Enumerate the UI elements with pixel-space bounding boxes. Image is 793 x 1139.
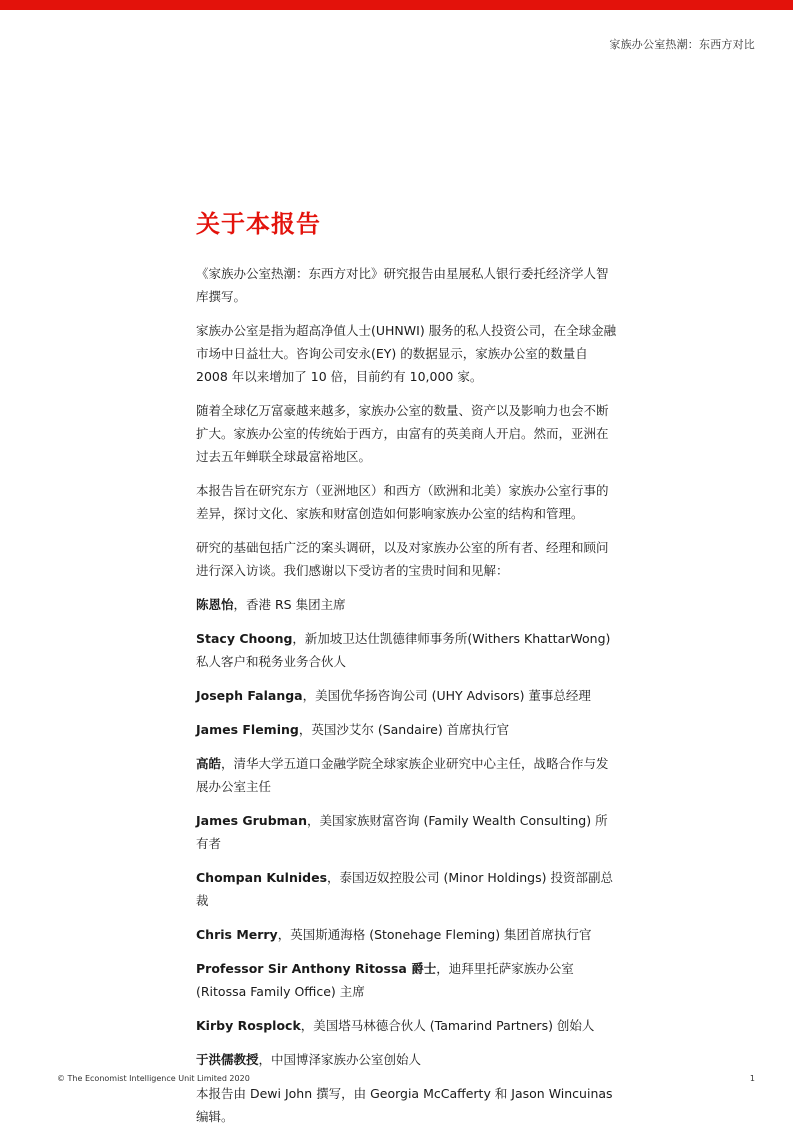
closing-credits: 本报告由 Dewi John 撰写，由 Georgia McCafferty 和 Jason Wincuinas 编辑。 <box>196 1086 613 1124</box>
interviewee-description: ，美国家族财富咨询 (Family Wealth Consulting) 所有者 <box>196 813 608 851</box>
interviewee-description: ，英国斯通海格 (Stonehage Fleming) 集团首席执行官 <box>277 927 592 942</box>
interviewee-entry <box>196 718 620 741</box>
interviewee-entry <box>196 752 620 798</box>
interviewee-description: ，英国沙艾尔 (Sandaire) 首席执行官 <box>298 722 510 737</box>
interviewee-description: ，新加坡卫达仕凯德律师事务所(Withers KhattarWong) 私人客户和税务业务合伙人 <box>196 631 611 669</box>
intro-paragraph: 研究的基础包括广泛的案头调研，以及对家族办公室的所有者、经理和顾问进行深入访谈。我们感谢以下受访者的宝贵时间和见解： <box>196 540 609 578</box>
page-title: 关于本报告 <box>196 210 321 238</box>
interviewee-entry <box>196 593 620 616</box>
interviewee-name: Stacy Choong <box>196 631 293 646</box>
interviewee-name: Kirby Rosplock <box>196 1018 301 1033</box>
interviewee-description: ，中国博泽家族办公室创始人 <box>258 1052 422 1067</box>
interviewee-entry <box>196 809 620 855</box>
interviewee-name: Professor Sir Anthony Ritossa 爵士 <box>196 961 437 976</box>
interviewee-description: ，迪拜里托萨家族办公室 (Ritossa Family Office) 主席 <box>196 961 574 999</box>
interviewee-description: ，美国优华扬咨询公司 (UHY Advisors) 董事总经理 <box>302 688 591 703</box>
intro-paragraph: 家族办公室是指为超高净值人士(UHNWI) 服务的私人投资公司，在全球金融市场中日益壮大。咨询公司安永(EY) 的数据显示，家族办公室的数量自 2008 年以来增加了 10 倍，目前约有 10,000 家。 <box>196 323 617 384</box>
interviewee-name: Chris Merry <box>196 927 278 942</box>
interviewee-entry <box>196 923 620 946</box>
interviewee-name: 高皓 <box>196 756 222 771</box>
interviewee-description: ，清华大学五道口金融学院全球家族企业研究中心主任，战略合作与发展办公室主任 <box>196 756 609 794</box>
interviewee-name: Joseph Falanga <box>196 688 303 703</box>
interviewee-entry <box>196 866 620 912</box>
intro-paragraph: 《家族办公室热潮：东西方对比》研究报告由星展私人银行委托经济学人智库撰写。 <box>196 266 609 304</box>
interviewee-entry <box>196 627 620 673</box>
interviewee-name: 于洪儒教授 <box>196 1052 259 1067</box>
interviewee-name: James Fleming <box>196 722 299 737</box>
interviewee-description: ，美国塔马林德合伙人 (Tamarind Partners) 创始人 <box>300 1018 595 1033</box>
page-number: 1 <box>749 1074 755 1083</box>
intro-paragraph: 本报告旨在研究东方（亚洲地区）和西方（欧洲和北美）家族办公室行事的差异，探讨文化、家族和财富创造如何影响家族办公室的结构和管理。 <box>196 483 609 521</box>
interviewee-description: ，香港 RS 集团主席 <box>233 597 346 612</box>
interviewee-description: ，泰国迈奴控股公司 (Minor Holdings) 投资部副总裁 <box>196 870 613 908</box>
interviewee-name: James Grubman <box>196 813 308 828</box>
running-header: 家族办公室热潮：东西方对比 <box>609 38 755 51</box>
intro-paragraph: 随着全球亿万富豪越来越多，家族办公室的数量、资产以及影响力也会不断扩大。家族办公室的传统始于西方，由富有的英美商人开启。然而，亚洲在过去五年蝉联全球最富裕地区。 <box>196 403 609 464</box>
top-accent-bar <box>0 0 793 10</box>
interviewee-name: Chompan Kulnides <box>196 870 328 885</box>
interviewee-entry <box>196 684 620 707</box>
footer-copyright: © The Economist Intelligence Unit Limited 2020 <box>57 1074 250 1083</box>
report-body <box>196 262 620 1139</box>
interviewee-name: 陈恩怡 <box>196 597 234 612</box>
interviewee-entry <box>196 1014 620 1037</box>
interviewee-entry <box>196 1048 620 1071</box>
interviewee-entry <box>196 957 620 1003</box>
